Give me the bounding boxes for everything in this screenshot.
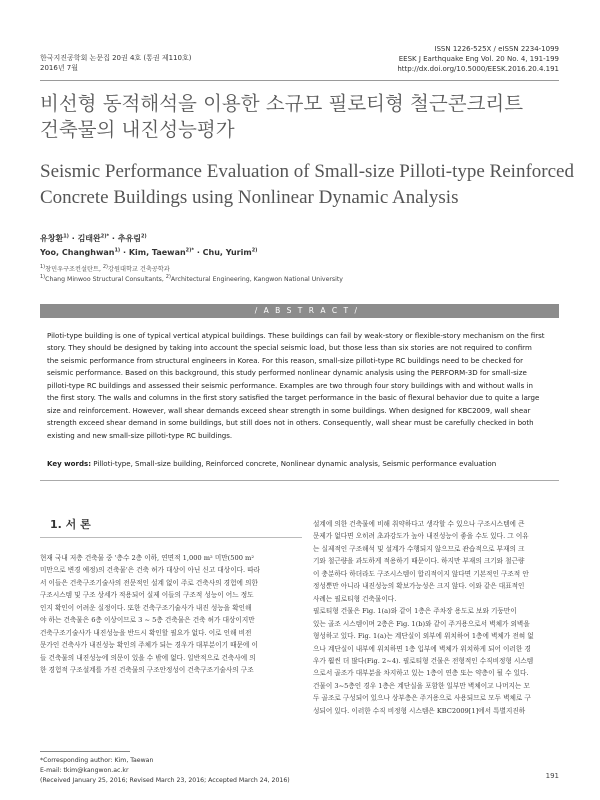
body-line: 이 충분하다 하더라도 구조시스템이 합리적이지 않다면 기본적인 구조적 안 xyxy=(313,569,529,578)
abstract-line: Piloti-type building is one of typical vertical atypical buildings. These buildings can fail by weak-story or flexible-story mechanism on the first xyxy=(47,331,545,340)
body-line: 미만으로 변경 예정)의 건축물'은 건축 허가 대상이 아닌 신고 대상이다. 따라 xyxy=(40,566,261,575)
keywords-list: Pilloti-type, Small-size building, Reinforced concrete, Nonlinear dynamic analysis, Seismic performance evaluation xyxy=(93,459,497,468)
aff-sup: 2) xyxy=(165,273,171,280)
abstract-divider xyxy=(40,480,559,481)
author-sup: 2)* xyxy=(185,247,195,254)
corresponding-name: Kim, Taewan xyxy=(114,757,154,764)
author-sup: 2) xyxy=(251,247,258,254)
body-line: 두 골조로 구성되어 있으나 상부층은 주거용으로 사용되므로 모두 벽체로 구 xyxy=(313,694,531,703)
keywords-label: Key words: xyxy=(47,459,92,468)
received-dates: (Received January 25, 2016; Revised March 23, 2016; Accepted March 24, 2016) xyxy=(40,777,290,784)
body-line: 문가인 건축사가 내진성능 확인의 주체가 되는 경우가 대부분이기 때문에 이 xyxy=(40,641,258,650)
title-english xyxy=(40,159,574,211)
abstract-line: existing and new small-size pilloti-type RC buildings. xyxy=(47,430,233,440)
journal-header-en xyxy=(397,44,559,74)
body-line: 문제가 없다면 오히려 초과강도가 높아 내진성능이 좋을 수도 있다. 그 이유 xyxy=(313,532,529,541)
body-line: 는 실제적인 구조해석 및 설계가 수행되지 않으므로 관습적으로 부재의 크 xyxy=(313,544,525,553)
body-line: 사례는 필로티형 건축물이다. xyxy=(313,594,397,603)
body-line: 건물이 3~5층인 경우 1층은 계단실을 포함한 일부만 벽체이고 나머지는 모 xyxy=(313,681,530,690)
author-name: 추유림 xyxy=(117,234,141,243)
email[interactable]: E-mail: tkim@kangwon.ac.kr xyxy=(40,767,129,774)
abstract-label: / A B S T R A C T / xyxy=(254,306,359,315)
body-line: 필로티형 건물은 Fig. 1(a)와 같이 1층은 주차장 용도로 보와 기둥만이 xyxy=(313,607,517,616)
author-name: Chu, Yurim xyxy=(202,248,252,257)
journal-header-ko xyxy=(40,53,192,73)
aff-sup: 1) xyxy=(40,273,46,280)
abstract-bar xyxy=(40,304,559,318)
journal-date-ko: 2016년 7월 xyxy=(40,64,79,72)
doi-link[interactable]: http://dx.doi.org/10.5000/EESK.2016.20.4.191 xyxy=(397,65,559,73)
author-sup: 2) xyxy=(140,233,147,240)
authors-english: Yoo, Changhwan$^{1)}$ · Kim, Taewan$^{2)*}$ · Chu, Yurim$^{2)}$ xyxy=(40,247,258,257)
affiliation: Chang Minwoo Structural Consultants xyxy=(45,276,162,283)
body-line: 구조시스템 및 구조 상세가 적용되어 실제 이들의 구조적 성능이 어느 정도 xyxy=(40,591,254,600)
abstract-line: strength exceed shear demand in some buildings, but still does not in others. Consequently, wall shear must be carefully checked in both xyxy=(47,418,534,428)
section-divider xyxy=(40,537,302,538)
page-number: 191 xyxy=(545,772,559,780)
affiliation: 강원대학교 건축공학과 xyxy=(108,266,170,273)
affiliation: Architectural Engineering, Kangwon National University xyxy=(170,276,343,283)
abstract-line: the seismic performance from structural engineers in Korea. For this reason, small-size pilloti-type RC buildings need to be checked for xyxy=(47,355,523,365)
abstract-body xyxy=(47,330,552,442)
body-column-left xyxy=(40,552,305,677)
body-column-right xyxy=(313,518,559,717)
abstract-line: seismic performance. Based on this background, this study performed nonlinear dynamic analysis using the PERFORM-3D for small-size xyxy=(47,368,527,378)
authors-korean: 유창환$^{1)}$ · 김태완$^{2)*}$ · 추유림$^{2)}$ xyxy=(40,233,147,243)
affiliation: 창민우구조컨설탄트 xyxy=(45,266,99,273)
body-line: 성되어 있다. 이러한 수직 비정형 시스템은 KBC2009[1]에서 특별지진하 xyxy=(313,706,526,715)
journal-name-en: EESK J Earthquake Eng Vol. 20 No. 4, 191-199 xyxy=(398,55,559,63)
body-line: 들 건축물의 내진성능에 의문이 있을 수 밖에 없다. 일반적으로 건축사에 의 xyxy=(40,653,256,662)
author-sup: 1) xyxy=(114,247,121,254)
journal-name-ko: 한국지진공학회 논문집 20권 4호 (통권 제110호) xyxy=(40,54,192,62)
affiliations-english: $^{1)}$Chang Minwoo Structural Consultants, $^{2)}$Architectural Engineering, Kangwon National University xyxy=(40,273,343,283)
header-divider xyxy=(40,80,559,81)
title-en-line: Seismic Performance Evaluation of Small-size Pilloti-type Reinforced xyxy=(40,161,574,182)
author-name: Kim, Taewan xyxy=(128,248,186,257)
body-line: 설계에 의한 건축물에 비해 취약하다고 생각할 수 있으나 구조시스템에 큰 xyxy=(313,520,525,528)
keywords xyxy=(47,459,496,468)
body-line: 한 경험적 구조설계를 가진 건축물의 구조안정성이 건축구조기술사의 구조 xyxy=(40,666,254,675)
body-line: 있는 골조 시스템이며 2층은 Fig. 1(b)와 같이 주거용으로서 벽체가 외벽을 xyxy=(313,619,530,628)
author-sup: 1) xyxy=(63,233,69,240)
body-line: 으로서 골조가 대부분을 차지하고 있는 1층이 연층 또는 약층이 될 수 있다. xyxy=(313,669,529,678)
title-ko-line: 건축물의 내진성능평가 xyxy=(40,118,235,141)
issn: ISSN 1226-525X / eISSN 2234-1099 xyxy=(434,45,559,53)
body-line: 기와 철근량을 과도하게 적용하기 때문이다. 하지만 부재의 크기와 철근량 xyxy=(313,557,525,566)
abstract-line: pilloti-type RC buildings and assessed their seismic performance. Examples are two through four story buildings with and without walls in xyxy=(47,380,533,390)
footnote xyxy=(40,756,290,786)
affiliations-korean: $^{1)}$창민우구조컨설탄트, $^{2)}$강원대학교 건축공학과 xyxy=(40,263,170,273)
aff-sup: 2) xyxy=(102,263,109,270)
corresponding-label: *Corresponding author: xyxy=(40,757,113,764)
body-line: 으나 계단실이 내부에 위치하면 1층 입부에 벽체가 위치하게 되어 이러한 경 xyxy=(313,644,531,653)
title-en-line: Concrete Buildings using Nonlinear Dynamic Analysis xyxy=(40,187,459,208)
body-line: 형성하고 있다. Fig. 1(a)는 계단실이 외부에 위치하여 1층에 벽체가 전혀 없 xyxy=(313,632,534,641)
abstract-line: size and reinforcement. However, wall shear demands exceed shear strength in some buildings. When designed for KBC2009, wall shear xyxy=(47,405,531,415)
author-sup: 2)* xyxy=(100,233,110,240)
body-line: 인지 확인이 어려운 실정이다. 또한 건축구조기술사가 내진 성능을 확인해 xyxy=(40,603,252,612)
body-line: 현재 국내 저층 건축물 중 '층수 2층 이하, 연면적 1,000 m² 미만(500 m² xyxy=(40,554,254,562)
abstract-line: story. They should be designed by taking into account the special seismic load, but those less than six stories are not required to confirm xyxy=(47,343,532,353)
title-ko-line: 비선형 동적해석을 이용한 소규모 필로티형 철근콘크리트 xyxy=(40,92,524,115)
section-heading: 1. 서 론 xyxy=(50,518,91,531)
author-name: 유창환 xyxy=(40,234,64,243)
author-name: 김태완 xyxy=(77,234,101,243)
abstract-line: the first story. The walls and columns in the first story satisfied the target performance in the basic of flexural behavior due to quite a large xyxy=(47,393,540,403)
title-korean xyxy=(40,91,570,143)
aff-sup: 1) xyxy=(40,263,46,270)
body-line: 우가 훨씬 더 많다(Fig. 2~4). 필로티형 건물은 전형적인 수직비정형 시스템 xyxy=(313,656,534,665)
body-line: 서 이들은 건축구조기술사의 전문적인 설계 없이 주로 건축사의 경험에 의한 xyxy=(40,578,258,587)
body-line: 건축구조기술사가 내진성능을 반드시 확인할 필요가 없다. 이로 인해 비전 xyxy=(40,628,252,637)
footnote-divider xyxy=(40,751,130,752)
author-name: Yoo, Changhwan xyxy=(40,248,115,257)
body-line: 정성뿐만 아니라 내진성능의 확보가능성은 크지 않다. 이와 같은 대표적인 xyxy=(313,582,525,591)
body-line: 야 하는 건축물은 6층 이상이므로 3 ~ 5층 건축물은 건축 허가 대상이지만 xyxy=(40,616,255,625)
